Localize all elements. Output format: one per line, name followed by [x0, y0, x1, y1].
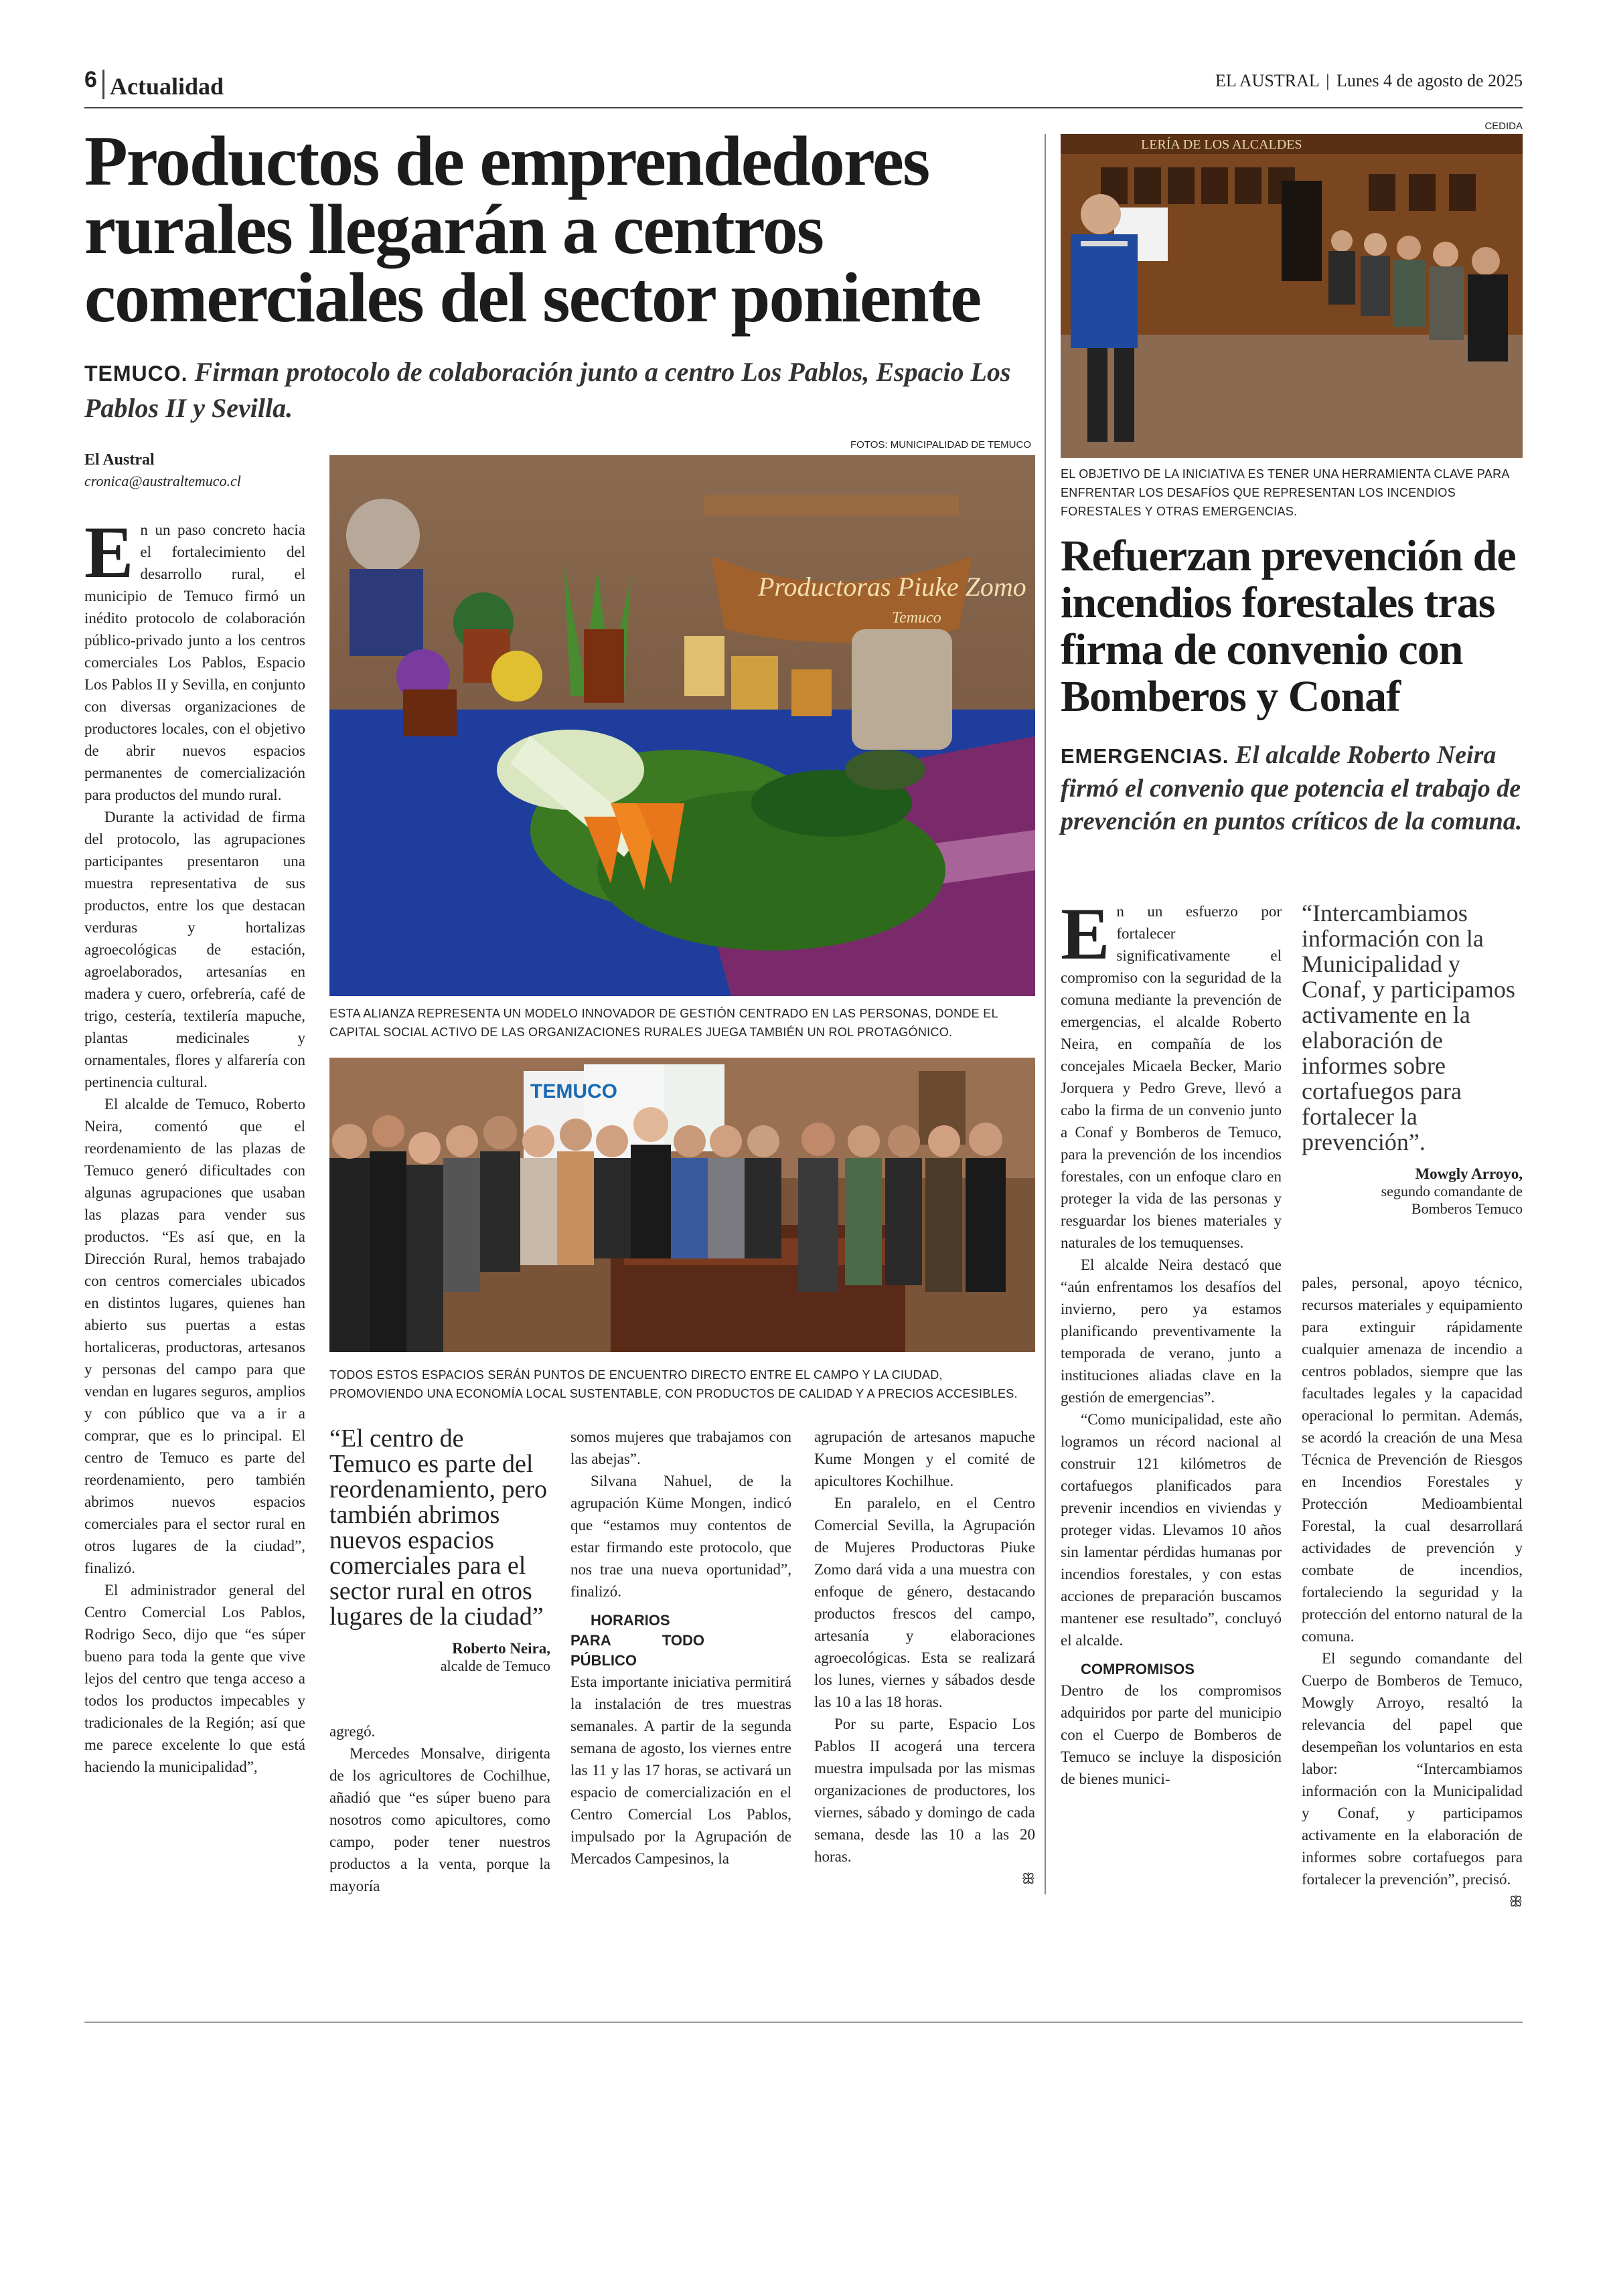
article1-paragraph: n un paso concreto hacia el fortalecimiento del desarrollo rural, el municipio de Temuco firmó un inédito protocolo de colaboración público-privado junto a los centros comerciales Los Pablos, Espacio Los Pablos II y Sevilla, en conjunto con diversas organizaciones de productores locales, con el objetivo de abrir nuevos espacios permanentes de comercialización para productos del mundo rural. [84, 521, 305, 803]
meeting-illustration [1061, 134, 1523, 458]
article1-paragraph: Silvana Nahuel, de la agrupación Küme Mongen, indicó que “estamos muy contentos de estar firmando este protocolo, que nos trae una nueva oportunidad”, finalizó. [570, 1473, 791, 1600]
article2-paragraph: Dentro de los compromisos adquiridos por parte del municipio con el Cuerpo de Bomberos de Temuco se incluye la disposición de bienes munici- [1061, 1682, 1282, 1787]
photo-credit: FOTOS: MUNICIPALIDAD DE TEMUCO [850, 439, 1031, 450]
article2-paragraph: n un esfuerzo por fortalecer significativamente el compromiso con la seguridad de la comuna mediante la prevención de emergencias, el alcalde Roberto Neira, en compañía de los concejales Micaela Becker, Mario Jorquera y Pedro Greve, llevó a cabo la firma de un convenio junto a Conaf y Bomberos de Temuco, para la prevención de los incendios forestales, con un enfoque claro en proteger la vida de las personas y resguardar los bienes materiales y naturales de los temuquenses. [1061, 903, 1282, 1251]
article2-deck [1061, 739, 1523, 838]
pullquote-role: segundo comandante de Bomberos Temuco [1381, 1183, 1523, 1217]
article1-column1 [84, 511, 305, 1778]
end-mark-icon: ꕥ [1021, 1870, 1035, 1887]
article1-column3 [570, 1426, 791, 1870]
article1-kicker: TEMUCO. [84, 361, 188, 386]
article1-pullquote [329, 1426, 550, 1675]
article1-paragraph: agregó. [329, 1723, 376, 1740]
article1-column4 [814, 1426, 1035, 1890]
article1-deck-text: Firman protocolo de colaboración junto a centro Los Pablos, Espacio Los Pablos II y Sevilla. [84, 357, 1011, 423]
article2-deck-text: El alcalde Roberto Neira firmó el convenio que potencia el trabajo de prevención en puntos críticos de la comuna. [1061, 741, 1523, 835]
vegetables-illustration [329, 455, 1035, 996]
article1-paragraph: Mercedes Monsalve, dirigenta de los agricultores de Cochilhue, añadió que “es súper bueno para nosotros como apicultores, como campo, poder tener nuestros productos a la venta, porque la mayoría [329, 1745, 550, 1894]
banner-text: TEMUCO [530, 1080, 617, 1102]
group-illustration [329, 1058, 1035, 1352]
article2-subhead: COMPROMISOS [1081, 1661, 1195, 1677]
article2-paragraph: “Como municipalidad, este año logramos un récord nacional al construir 121 kilómetros de cortafuegos planificados para prevenir incendios en viviendas y proteger vidas. Llevamos 10 años sin lamentar pérdidas humanas por incendios forestales, y con estas acciones de preparación buscamos mantener ese resultado”, concluyó el alcalde. [1061, 1411, 1282, 1649]
article1-paragraph: El administrador general del Centro Comercial Los Pablos, Rodrigo Seco, dijo que “es súper bueno para toda la gente que vive lejos del centro que tenga acceso a todos los productos impecables y tradicionales de la Región; así que me parece excelente lo que está haciendo la municipalidad”, [84, 1582, 305, 1775]
header-divider-small [102, 70, 104, 99]
page-number: 6 [84, 67, 97, 92]
article2-dropcap: E [1061, 893, 1110, 975]
article1-subhead: HORARIOS PARA TODO PÚBLICO [570, 1612, 704, 1669]
article1-email: cronica@australtemuco.cl [84, 473, 241, 489]
article1-paragraph: somos mujeres que trabajamos con las abejas”. [570, 1428, 791, 1467]
sign-text-small: Temuco [892, 609, 941, 627]
sign-text: Productoras Piuke Zomo [758, 572, 1026, 602]
article2-column1 [1061, 893, 1282, 1790]
masthead-info: EL AUSTRAL | Lunes 4 de agosto de 2025 [1215, 71, 1523, 90]
article2-paragraph: El alcalde Neira destacó que “aún enfrentamos los desafíos del invierno, pero ya estamos planificando preventivamente la temporada de verano, junto a instituciones aliadas clave en la gestión de emergencias”. [1061, 1256, 1282, 1406]
article1-paragraph: En paralelo, en el Centro Comercial Sevilla, la Agrupación de Mujeres Productoras Piuke Zomo dará vida a una muestra con enfoque de género, destacando productos frescos del campo, artesanía y elaboraciones agroecológicas. Esta se realizará los lunes, viernes y sábados desde las 10 a las 18 horas. [814, 1495, 1035, 1710]
section-label: Actualidad [110, 73, 224, 100]
pullquote-name: Roberto Neira, [452, 1640, 550, 1657]
article1-paragraph: agrupación de artesanos mapuche Kume Mongen y el comité de apicultores Kochilhue. [814, 1428, 1035, 1489]
article1-dropcap: E [84, 511, 134, 593]
pullquote-text: “Intercambiamos información con la Municipalidad y Conaf, y participamos activamente en la elaboración de informes sobre cortafuegos para fortalecer la prevención”. [1302, 900, 1515, 1155]
article1-paragraph: Por su parte, Espacio Los Pablos II acogerá una tercera muestra impulsada por las mismas organizaciones de productores, los viernes, sábado y domingo de cada semana, desde las 10 a las 20 horas. [814, 1716, 1035, 1865]
end-mark-icon: ꕥ [1509, 1893, 1523, 1910]
article1-column2 [329, 1720, 550, 1897]
wall-sign-text: LERÍA DE LOS ALCALDES [1141, 137, 1302, 152]
article2-paragraph: pales, personal, apoyo técnico, recursos materiales y equipamiento para extinguir rápidamente cualquier amenaza de incendio a centros poblados, siempre que las facultades legales y la capacidad operacional lo permitan. Además, se acordó la creación de una Mesa Técnica de Prevención de Riesgos en Incendios Forestales y Protección Medioambiental Forestal, la cual desarrollará actividades de prevención y combate de incendios, fortaleciendo la seguridad y la protección del entorno natural de la comuna. [1302, 1275, 1523, 1645]
article1-photo-vegetables [329, 455, 1035, 996]
article2-photo-meeting [1061, 134, 1523, 458]
article2-headline: Refuerzan prevención de incendios forestales tras firma de convenio con Bomberos y Conaf [1061, 531, 1516, 721]
article1-paragraph: Durante la actividad de firma del protocolo, las agrupaciones participantes presentaron una muestra representativa de sus productos, entre los que destacan verduras y hortalizas agroecológicas de estación, agroelaborados, artesanías en madera y cuero, orfebrería, café de trigo, cestería, textilería mapuche, plantas medicinales y ornamentales, flores y alfarería con pertinencia cultural. [84, 809, 305, 1090]
article2-pullquote [1302, 900, 1523, 1218]
pullquote-text: “El centro de Temuco es parte del reordenamiento, pero también abrimos nuevos espacios comerciales para el sector rural en otros lugares de la ciudad” [329, 1424, 547, 1631]
article1-deck [84, 355, 1035, 426]
pullquote-name: Mowgly Arroyo, [1415, 1165, 1523, 1182]
article1-headline: Productos de emprendedores rurales llegarán a centros comerciales del sector poniente [84, 122, 981, 337]
page-bottom-rule [84, 2022, 1523, 2023]
article2-caption: EL OBJETIVO DE LA INICIATIVA ES TENER UNA HERRAMIENTA CLAVE PARA ENFRENTAR LOS DESAFÍOS QUE REPRESENTAN LOS INCENDIOS FORESTALES Y OTRAS EMERGENCIAS. [1061, 467, 1509, 518]
header-rule [84, 107, 1523, 108]
article1-caption1: ESTA ALIANZA REPRESENTA UN MODELO INNOVADOR DE GESTIÓN CENTRADO EN LAS PERSONAS, DONDE EL CAPITAL SOCIAL ACTIVO DE LAS ORGANIZACIONES RURALES JUEGA TAMBIÉN UN ROL PROTAGÓNICO. [329, 1007, 998, 1039]
article2-paragraph: El segundo comandante del Cuerpo de Bomberos de Temuco, Mowgly Arroyo, resaltó la relevancia del papel que desempeñan los voluntarios en esta labor: “Intercambiamos información con la Municipalidad y Conaf, y participamos activamente en la elaboración de informes sobre cortafuegos para fortalecer la prevención”, precisó. [1302, 1650, 1523, 1888]
article2-photo-credit: CEDIDA [1484, 120, 1523, 132]
article1-caption2: TODOS ESTOS ESPACIOS SERÁN PUNTOS DE ENCUENTRO DIRECTO ENTRE EL CAMPO Y LA CIUDAD, PROMOVIENDO UNA ECONOMÍA LOCAL SUSTENTABLE, CON PRODUCTOS DE CALIDAD Y A PRECIOS ACCESIBLES. [329, 1368, 1018, 1400]
article2-column2 [1302, 1272, 1523, 1912]
article1-paragraph: El alcalde de Temuco, Roberto Neira, comentó que el reordenamiento de las plazas de Temuco generó dificultades con algunas agrupaciones que usaban las plazas para vender sus productos. “Es así que, en la Dirección Rural, hemos trabajado con centros comerciales ubicados en distintos lugares, quienes han abierto sus puertas a estas hortaliceras, productoras, artesanos y personas del campo para que vendan en lugares seguros, amplios y con público que va a ir a comprar, que es lo principal. El centro de Temuco es parte del reordenamiento, pero también abrimos nuevos espacios comerciales para el sector rural en otros lugares de la ciudad”, finalizó. [84, 1096, 305, 1576]
newspaper-name: EL AUSTRAL [1215, 71, 1319, 90]
article1-byline: El Austral [84, 451, 155, 469]
article1-photo-group [329, 1058, 1035, 1352]
pullquote-role: alcalde de Temuco [440, 1657, 550, 1674]
article2-kicker: EMERGENCIAS. [1061, 744, 1229, 768]
article1-paragraph: Esta importante iniciativa permitirá la instalación de tres muestras semanales. A partir de la segunda semana de agosto, los viernes entre las 11 y las 17 horas, se activará un espacio de comercialización en el Centro Comercial Los Pablos, impulsado por la Agrupación de Mercados Campesinos, la [570, 1673, 791, 1867]
column-divider-vertical [1045, 134, 1046, 1894]
issue-date: Lunes 4 de agosto de 2025 [1336, 71, 1523, 90]
